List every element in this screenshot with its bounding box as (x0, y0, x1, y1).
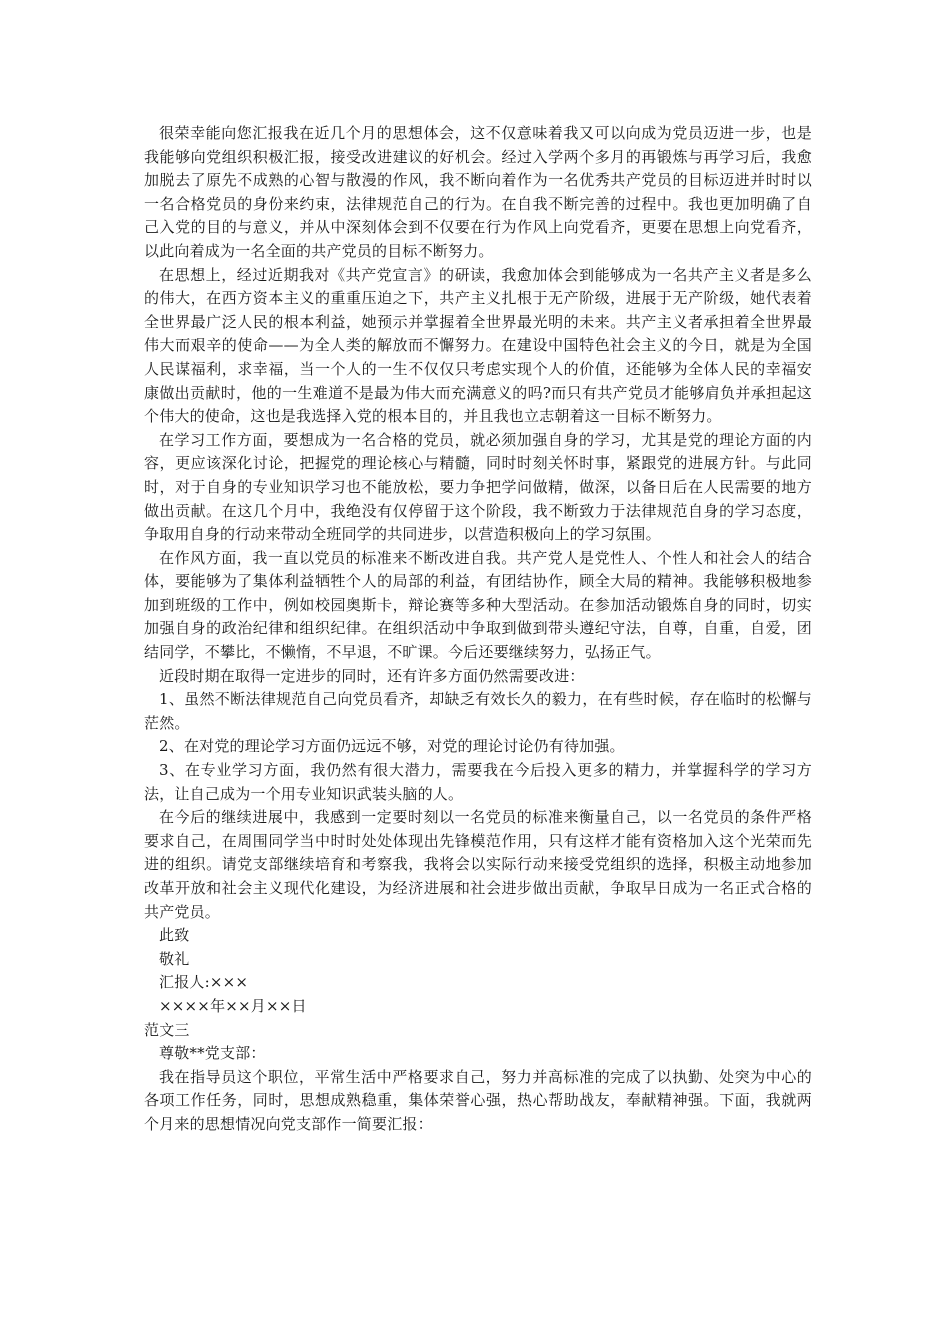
reporter-line: 汇报人:××× (159, 973, 249, 992)
paragraph-2: 在思想上，经过近期我对《共产党宣言》的研读，我愈加体会到能够成为一名共产主义者是多么的伟大，在西方资本主义的重重压迫之下，共产主义扎根于无产阶级，进展于无产阶级，她代表着全世界最广泛人民的根本利益，她预示并掌握着全世界最光明的未来。共产主义者承担着全世界最伟大而艰辛的使命——为全人类的解放而不懈努力。在建设中国特色社会主义的今日，就是为全国人民谋福利，求幸福，当一个人的一生不仅仅只考虑实现个人的价值，还能够为全体人民的幸福安康做出贡献时，他的一生难道不是最为伟大而充满意义的吗?而只有共产党员才能够肩负并承担起这个伟大的使命，这也是我选择入党的根本目的，并且我也立志朝着这一目标不断努力。 (144, 265, 812, 426)
letter-greeting: 尊敬**党支部： (159, 1044, 266, 1063)
date-line: ××××年××月××日 (159, 996, 307, 1015)
closing-salutation-2: 敬礼 (159, 949, 190, 968)
closing-salutation-1: 此致 (159, 926, 190, 945)
paragraph-3: 在学习工作方面，要想成为一名合格的党员，就必须加强自身的学习，尤其是党的理论方面的内容，更应该深化讨论，把握党的理论核心与精髓，同时时刻关怀时事，紧跟党的进展方针。与此同时，对于自身的专业知识学习也不能放松，要力争把学问做精，做深，以备日后在人民需要的地方做出贡献。在这几个月中，我绝没有仅停留于这个阶段，我不断致力于法律规范自身的学习态度，争取用自身的行动来带动全班同学的共同进步，以营造积极向上的学习氛围。 (144, 430, 812, 544)
paragraph-4: 在作风方面，我一直以党员的标准来不断改进自我。共产党人是党性人、个性人和社会人的结合体，要能够为了集体利益牺牲个人的局部的利益，有团结协作，顾全大局的精神。我能够积极地参加到班级的工作中，例如校园奥斯卡，辩论赛等多种大型活动。在参加活动锻炼自身的同时，切实加强自身的政治纪律和组织纪律。在组织活动中争取到做到带头遵纪守法，自尊，自重，自爱，团结同学，不攀比，不懒惰，不早退，不旷课。今后还要继续努力，弘扬正气。 (144, 548, 812, 662)
paragraph-6: 在今后的继续进展中，我感到一定要时刻以一名党员的标准来衡量自己，以一名党员的条件严格要求自己，在周围同学当中时时处处体现出先锋模范作用，只有这样才能有资格加入这个光荣而先进的组织。请党支部继续培育和考察我，我将会以实际行动来接受党组织的选择，积极主动地参加改革开放和社会主义现代化建设，为经济进展和社会进步做出贡献，争取早日成为一名正式合格的共产党员。 (144, 808, 812, 921)
section-title: 范文三 (144, 1020, 190, 1039)
letter-paragraph: 我在指导员这个职位，平常生活中严格要求自己，努力并高标准的完成了以执勤、处突为中心的各项工作任务，同时，思想成熟稳重，集体荣誉心强，热心帮助战友，奉献精神强。下面，我就两个月来的思想情况向党支部作一简要汇报： (144, 1067, 812, 1133)
paragraph-1: 很荣幸能向您汇报我在近几个月的思想体会，这不仅意味着我又可以向成为党员迈进一步，也是我能够向党组织积极汇报，接受改进建议的好机会。经过入学两个多月的再锻炼与再学习后，我愈加脱去了原先不成熟的心智与散漫的作风，我不断向着作为一名优秀共产党员的目标迈进并时时以一名合格党员的身份来约束，法律规范自己的行为。在自我不断完善的过程中。我也更加明确了自己入党的目的与意义，并从中深刻体会到不仅要在行为作风上向党看齐，更要在思想上向党看齐，以此向着成为一名全面的共产党员的目标不断努力。 (144, 124, 812, 260)
list-item-3: 3、在专业学习方面，我仍然有很大潜力，需要我在今后投入更多的精力，并掌握科学的学习方法，让自己成为一个用专业知识武装头脑的人。 (144, 761, 812, 803)
paragraph-5: 近段时期在取得一定进步的同时，还有许多方面仍然需要改进： (159, 666, 585, 685)
list-item-1: 1、虽然不断法律规范自己向党员看齐，却缺乏有效长久的毅力，在有些时候，存在临时的松懈与茫然。 (144, 690, 812, 732)
list-item-2: 2、在对党的理论学习方面仍远远不够，对党的理论讨论仍有待加强。 (159, 737, 625, 756)
document-page (144, 122, 812, 1137)
